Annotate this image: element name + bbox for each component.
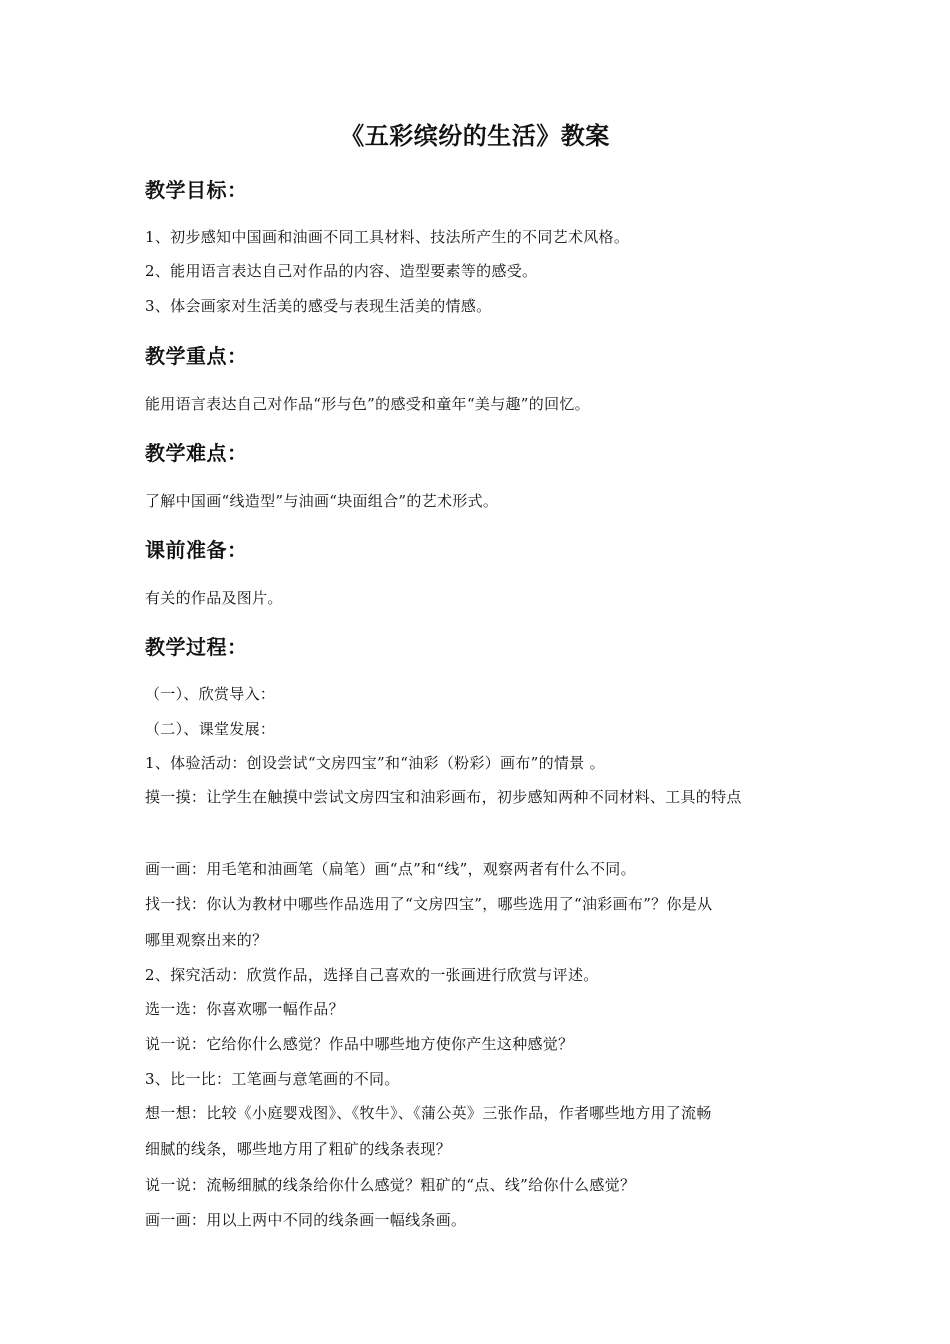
process-line: （一）、欣赏导入： bbox=[145, 685, 276, 703]
process-line: 画一画：用以上两中不同的线条画一幅线条画。 bbox=[145, 1211, 467, 1229]
key-points-heading: 教学重点： bbox=[145, 344, 248, 368]
objective-item-1: 1、初步感知中国画和油画不同工具材料、技法所产生的不同艺术风格。 bbox=[145, 228, 630, 246]
objective-item-2: 2、能用语言表达自己对作品的内容、造型要素等的感受。 bbox=[145, 262, 538, 280]
document-title: 《五彩缤纷的生活》教案 bbox=[340, 122, 610, 150]
objective-item-3: 3、体会画家对生活美的感受与表现生活美的情感。 bbox=[145, 297, 492, 315]
process-line: 3、比一比：工笔画与意笔画的不同。 bbox=[145, 1070, 400, 1088]
process-line: 哪里观察出来的？ bbox=[145, 931, 268, 949]
preparation-heading: 课前准备： bbox=[145, 538, 248, 562]
difficulties-heading: 教学难点： bbox=[145, 441, 248, 465]
process-line: 找一找：你认为教材中哪些作品选用了“文房四宝”，哪些选用了“油彩画布”？你是从 bbox=[145, 895, 713, 913]
process-line: 想一想：比较《小庭婴戏图》、《牧牛》、《蒲公英》三张作品，作者哪些地方用了流畅 bbox=[145, 1104, 712, 1122]
process-line: 说一说：流畅细腻的线条给你什么感觉？粗矿的“点、线”给你什么感觉？ bbox=[145, 1176, 636, 1194]
process-line: 2、探究活动：欣赏作品，选择自己喜欢的一张画进行欣赏与评述。 bbox=[145, 966, 599, 984]
process-line: （二）、课堂发展： bbox=[145, 720, 276, 738]
process-line: 细腻的线条，哪些地方用了粗矿的线条表现？ bbox=[145, 1140, 452, 1158]
objectives-heading: 教学目标： bbox=[145, 178, 248, 202]
process-heading: 教学过程： bbox=[145, 635, 248, 659]
process-line: 选一选：你喜欢哪一幅作品？ bbox=[145, 1000, 344, 1018]
process-line: 1、体验活动：创设尝试“文房四宝”和“油彩（粉彩）画布”的情景 。 bbox=[145, 754, 605, 772]
process-line: 画一画：用毛笔和油画笔（扁笔）画“点”和“线”，观察两者有什么不同。 bbox=[145, 860, 636, 878]
process-line: 摸一摸：让学生在触摸中尝试文房四宝和油彩画布，初步感知两种不同材料、工具的特点 bbox=[145, 788, 742, 806]
process-line: 说一说：它给你什么感觉？作品中哪些地方使你产生这种感觉？ bbox=[145, 1035, 574, 1053]
preparation-text: 有关的作品及图片。 bbox=[145, 589, 283, 607]
difficulties-text: 了解中国画“线造型”与油画“块面组合”的艺术形式。 bbox=[145, 492, 499, 510]
key-points-text: 能用语言表达自己对作品“形与色”的感受和童年“美与趣”的回忆。 bbox=[145, 395, 590, 413]
